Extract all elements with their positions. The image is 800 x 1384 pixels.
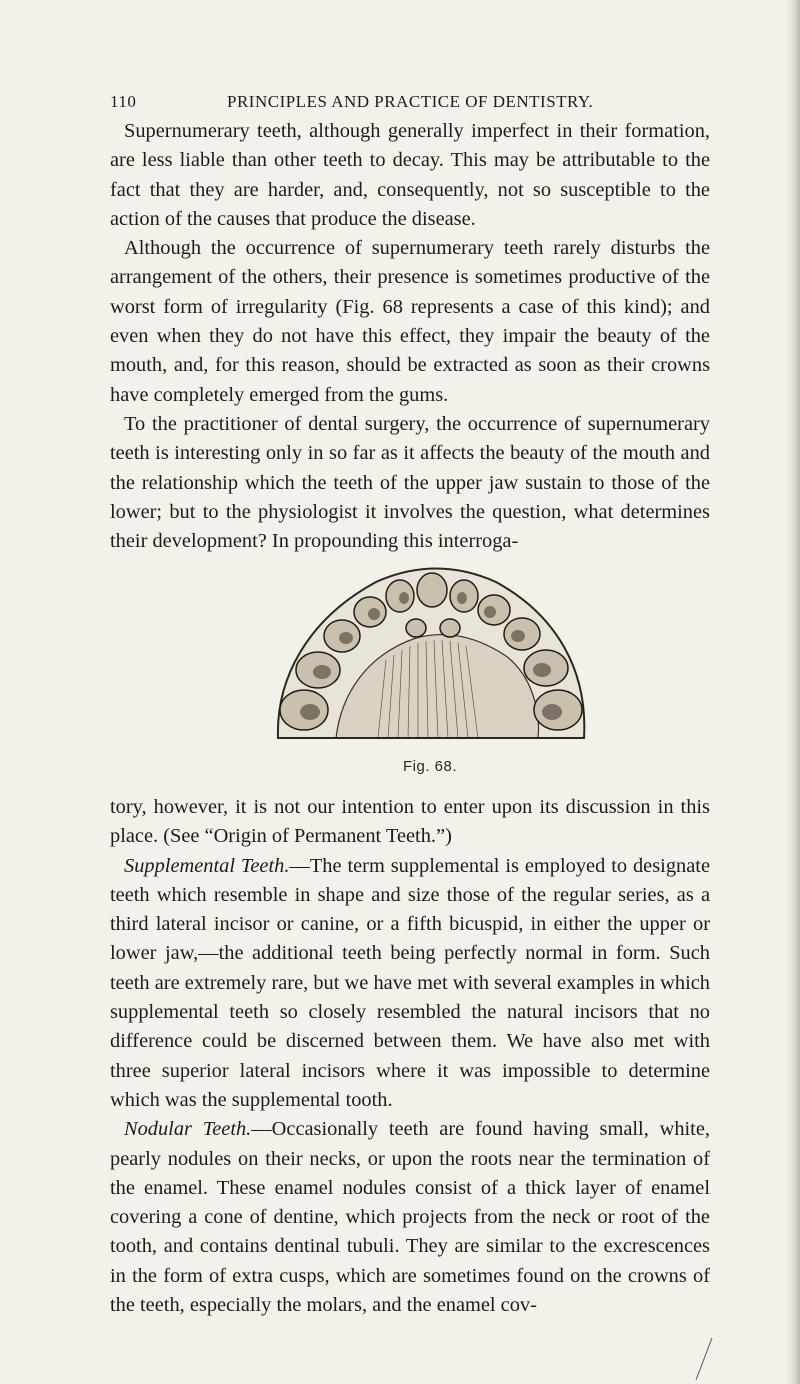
figure-caption: Fig. 68. (402, 758, 458, 775)
paragraph-physiologist: To the practitioner of dental surgery, the occurrence of supernumerary teeth is interesting only in so far as it affects the beauty of the mouth and the relationship which the teeth of the upper jaw sustain to those of the lower; but to the physiologist it involves the question, what determines their development? In propounding this interroga- (110, 412, 710, 553)
paragraph-supplemental-teeth (110, 852, 710, 1116)
running-header (110, 92, 710, 116)
paragraph-irregularity: Although the occurrence of supernumerary teeth rarely disturbs the arrangement of the others, their presence is sometimes productive of the worst form of irregularity (Fig. 68 represents a case of this kind); and even when they do not have this effect, they impair the beauty of the mouth, and, for this reason, should be extracted as soon as their crowns have completely emerged from the gums. (110, 237, 710, 406)
pencil-mark (694, 1336, 714, 1382)
figure-68-dental-arch (266, 560, 596, 750)
supplemental-body: —The term supplemental is employed to designate teeth which resemble in shape and size those of the regular series, as a third lateral incisor or canine, or a fifth bicuspid, in either the upper or lower jaw,—the additional teeth being perfectly normal in form. Such teeth are extremely rare, but we have met with several examples in which supplemental teeth so closely resembled the natural incisors that no difference could be discerned between them. We have also met with three superior lateral incisors where it was impossible to determine which was the supplemental tooth. (110, 854, 710, 1111)
text-block-top (110, 117, 710, 556)
text-block-bottom (110, 793, 710, 1320)
heading-supplemental-teeth: Supplemental Teeth. (124, 854, 290, 877)
page-number: 110 (110, 92, 137, 111)
paragraph-supernumerary-decay: Supernumerary teeth, although generally imperfect in their formation, are less liable than other teeth to decay. This may be attributable to the fact that they are harder, and, consequently, not so susceptible to the action of the causes that produce the disease. (110, 120, 710, 230)
page-edge-shadow (786, 0, 800, 1384)
paragraph-nodular-teeth (110, 1115, 710, 1320)
nodular-body: —Occasionally teeth are found having small, white, pearly nodules on their necks, or upon the roots near the termination of the enamel. These enamel nodules consist of a thick layer of enamel covering a cone of dentine, which projects from the neck or root of the tooth, and contains dentinal tubuli. They are similar to the excrescences in the form of extra cusps, which are sometimes found on the crowns of the teeth, especially the molars, and the enamel cov- (110, 1118, 710, 1317)
paragraph-continuation: tory, however, it is not our intention to enter upon its discussion in this place. (See “Origin of Permanent Teeth.”) (110, 796, 710, 848)
running-title: PRINCIPLES AND PRACTICE OF DENTISTRY. (227, 92, 594, 111)
heading-nodular-teeth: Nodular Teeth. (124, 1118, 252, 1141)
